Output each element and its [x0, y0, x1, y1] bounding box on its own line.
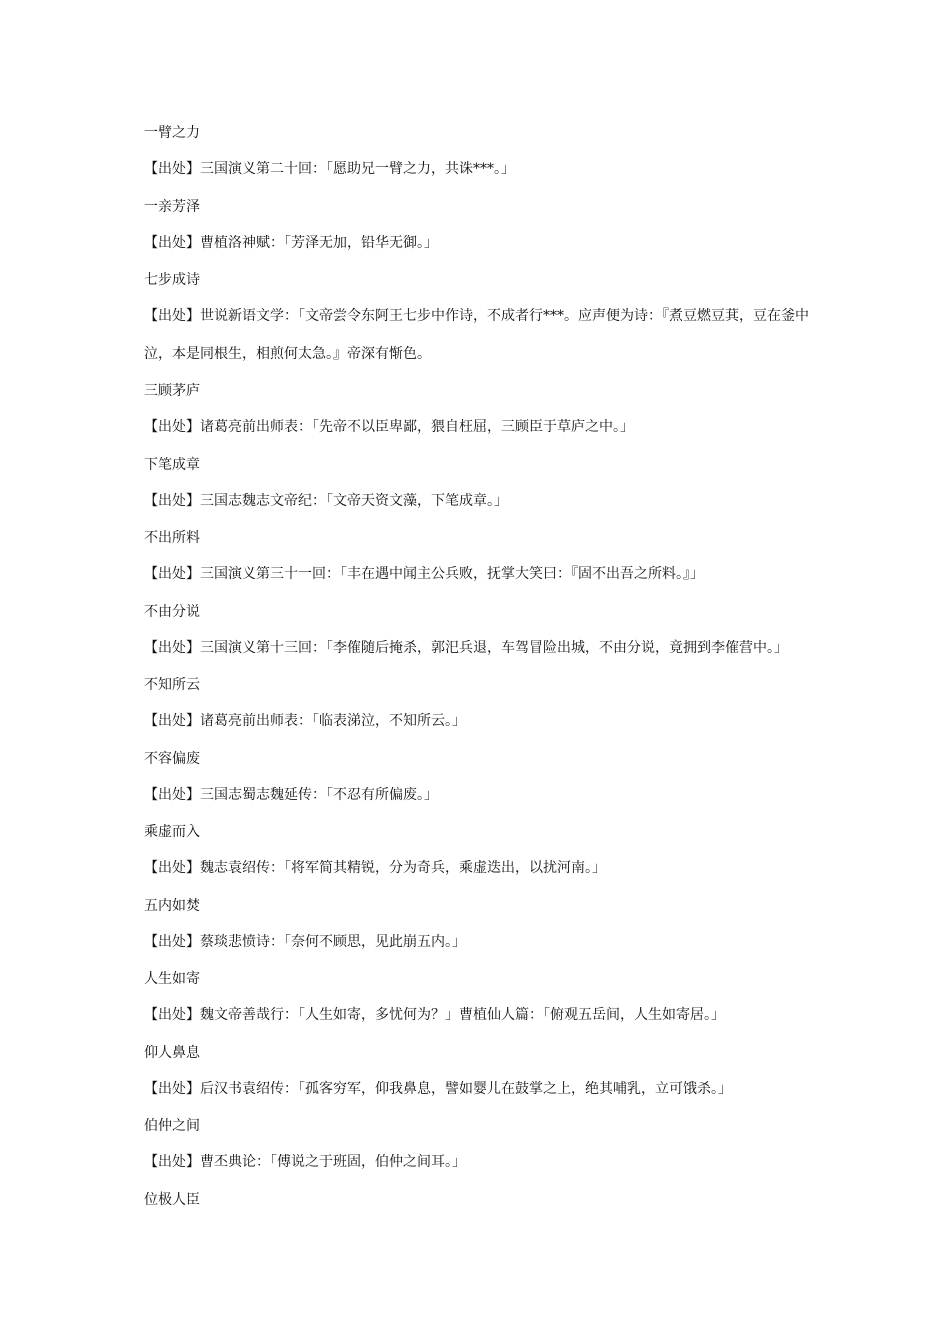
idiom-title: 三顾茅庐 — [144, 383, 200, 399]
idiom-entry — [144, 970, 814, 1035]
idiom-entry — [144, 198, 814, 263]
idiom-source: 【出处】后汉书袁绍传：「孤客穷军，仰我鼻息，譬如婴儿在鼓掌之上，绝其哺乳，立可饿杀。」 — [144, 1080, 732, 1097]
idiom-entry — [144, 603, 814, 668]
idiom-entry — [144, 529, 814, 594]
idiom-source: 【出处】曹丕典论：「傅说之于班固，伯仲之间耳。」 — [144, 1154, 466, 1170]
idiom-entry — [144, 676, 814, 741]
idiom-source: 【出处】世说新语文学：「文帝尝令东阿王七步中作诗，不成者行***。应声便为诗：『煮豆燃豆萁，豆在釜中泣，本是同根生，相煎何太急。』帝深有惭色。 — [144, 308, 809, 362]
idiom-entry — [144, 750, 814, 815]
idiom-entry — [144, 1117, 814, 1182]
idiom-source: 【出处】三国志蜀志魏延传：「不忍有所偏废。」 — [144, 786, 438, 803]
idiom-title: 一臂之力 — [144, 125, 200, 141]
idiom-title: 五内如焚 — [144, 897, 200, 914]
idiom-source: 【出处】诸葛亮前出师表：「先帝不以臣卑鄙，猥自枉屈，三顾臣于草庐之中。」 — [144, 419, 634, 435]
idiom-title: 七步成诗 — [144, 272, 200, 288]
idiom-title: 下笔成章 — [144, 456, 200, 473]
idiom-title: 一亲芳泽 — [144, 198, 200, 215]
idiom-list — [144, 124, 814, 1228]
idiom-title: 位极人臣 — [144, 1191, 200, 1208]
idiom-source: 【出处】诸葛亮前出师表：「临表涕泣，不知所云。」 — [144, 713, 466, 729]
idiom-entry — [144, 823, 814, 888]
idiom-title: 不容偏废 — [144, 750, 200, 767]
idiom-title: 人生如寄 — [144, 971, 200, 987]
idiom-source: 【出处】三国志魏志文帝纪：「文帝天资文藻，下笔成章。」 — [144, 492, 508, 509]
idiom-source: 【出处】魏志袁绍传：「将军简其精锐，分为奇兵，乘虚迭出，以扰河南。」 — [144, 860, 606, 876]
idiom-entry — [144, 124, 814, 189]
idiom-source: 【出处】三国演义第十三回：「李傕随后掩杀，郭汜兵退，车驾冒险出城，不由分说，竟拥到李傕营中。」 — [144, 639, 788, 656]
idiom-title: 不出所料 — [144, 530, 200, 546]
idiom-title: 不知所云 — [144, 677, 200, 693]
idiom-title: 伯仲之间 — [144, 1118, 200, 1134]
idiom-entry — [144, 271, 814, 373]
idiom-entry — [144, 456, 814, 521]
idiom-title: 乘虚而入 — [144, 824, 200, 840]
idiom-title: 不由分说 — [144, 603, 200, 620]
idiom-title: 仰人鼻息 — [144, 1044, 200, 1061]
idiom-source: 【出处】蔡琰悲愤诗：「奈何不顾思，见此崩五内。」 — [144, 933, 466, 950]
idiom-source: 【出处】三国演义第三十一回：「丰在遇中闻主公兵败，抚掌大笑曰：『固不出吾之所料。』」 — [144, 566, 704, 582]
idiom-entry — [144, 382, 814, 447]
idiom-source: 【出处】魏文帝善哉行：「人生如寄，多忧何为？」曹植仙人篇：「俯观五岳间，人生如寄居。」 — [144, 1007, 725, 1023]
idiom-source: 【出处】三国演义第二十回：「愿助兄一臂之力，共诛***。」 — [144, 161, 515, 177]
idiom-entry — [144, 1191, 814, 1209]
idiom-source: 【出处】曹植洛神赋：「芳泽无加，铅华无御。」 — [144, 234, 438, 251]
idiom-entry — [144, 1044, 814, 1109]
idiom-entry — [144, 897, 814, 962]
